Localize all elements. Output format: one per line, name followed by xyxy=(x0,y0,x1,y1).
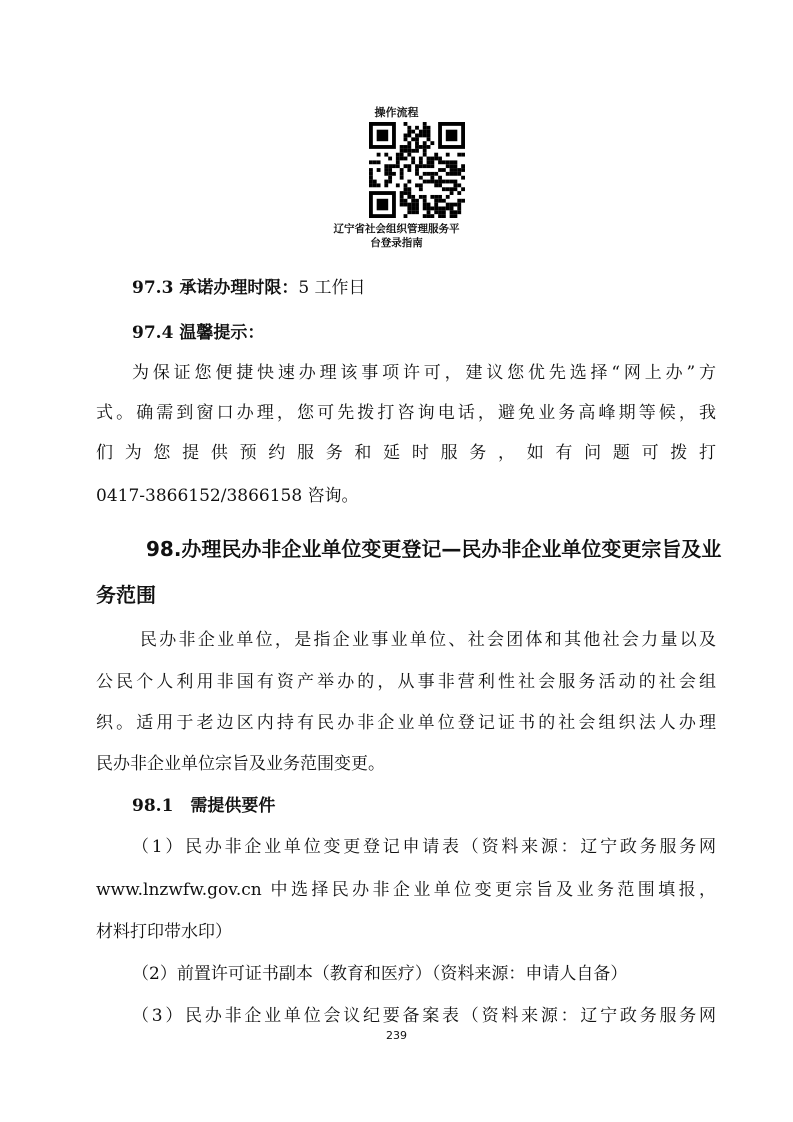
tip-line-3: 们为您提供预约服务和延时服务，如有问题可拨打 xyxy=(96,443,716,463)
tip-line-2: 式。确需到窗口办理，您可先拨打咨询电话，避免业务高峰期等候，我 xyxy=(96,403,716,423)
definition-line-2: 公民个人利用非国有资产举办的，从事非营利性社会服务活动的社会组 xyxy=(96,672,716,692)
section-97-3 xyxy=(132,273,752,298)
section-97-4-label: 97.4 温馨提示： xyxy=(132,323,265,343)
page-number: 239 xyxy=(386,1029,407,1042)
requirement-line-3: 材料打印带水印） xyxy=(96,922,232,942)
tip-line-1: 为保证您便捷快速办理该事项许可，建议您优先选择“网上办”方 xyxy=(132,363,716,383)
section-98-1-label: 98.1 需提供要件 xyxy=(132,796,276,816)
qr-caption-line1: 辽宁省社会组织管理服务平 xyxy=(333,223,460,235)
requirement-line-2: www.lnzwfw.gov.cn 中选择民办非企业单位变更宗旨及业务范围填报， xyxy=(96,880,716,900)
tip-line-4: 0417-3866152/3866158 咨询。 xyxy=(96,486,359,506)
requirement-line-5: （3）民办非企业单位会议纪要备案表（资料来源：辽宁政务服务网 xyxy=(132,1006,716,1026)
qr-code[interactable] xyxy=(369,122,465,218)
heading-98-line1: 98.办理民办非企业单位变更登记—民办非企业单位变更宗旨及业 xyxy=(146,537,722,561)
heading-98-line2: 务范围 xyxy=(96,583,156,607)
requirement-line-1: （1）民办非企业单位变更登记申请表（资料来源：辽宁政务服务网 xyxy=(132,837,716,857)
definition-line-1: 民办非企业单位，是指企业事业单位、社会团体和其他社会力量以及 xyxy=(140,630,716,650)
section-97-3-label: 97.3 承诺办理时限： xyxy=(132,278,299,298)
definition-line-3: 织。适用于老边区内持有民办非企业单位登记证书的社会组织法人办理 xyxy=(96,713,716,733)
qr-title: 操作流程 xyxy=(374,106,419,119)
requirement-line-4: （2）前置许可证书副本（教育和医疗）（资料来源：申请人自备） xyxy=(132,964,628,984)
section-97-3-value: 5 工作日 xyxy=(298,278,366,298)
qr-caption-line2: 台登录指南 xyxy=(370,237,423,249)
definition-line-4: 民办非企业单位宗旨及业务范围变更。 xyxy=(96,754,385,774)
